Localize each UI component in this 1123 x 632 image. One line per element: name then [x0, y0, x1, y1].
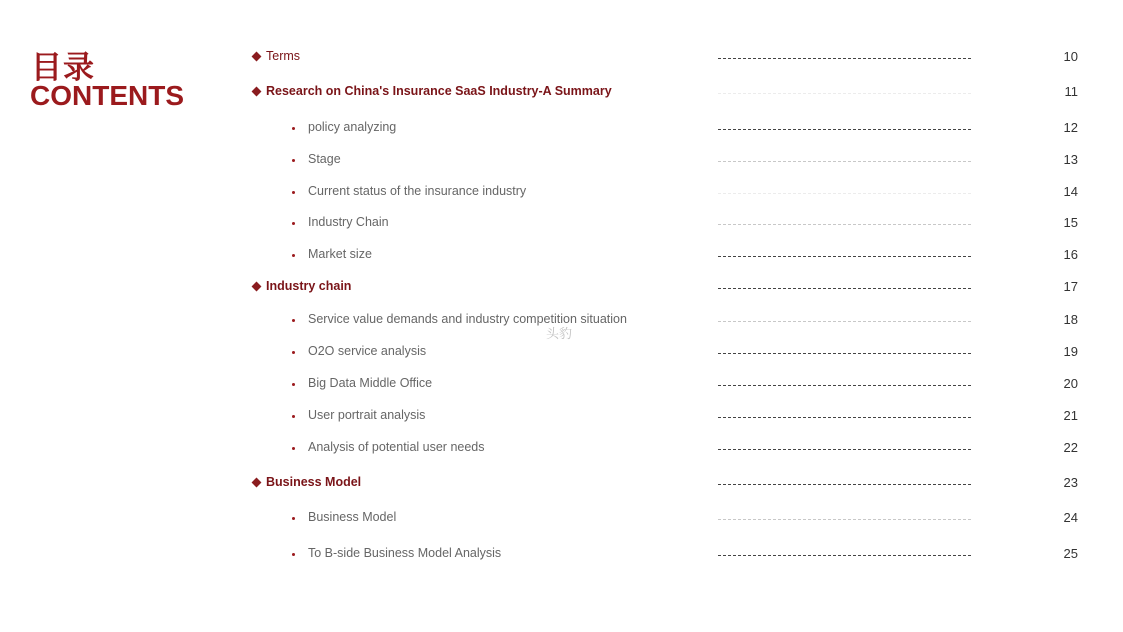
dotted-leader [718, 93, 971, 94]
bullet-dot-icon [292, 517, 295, 520]
diamond-bullet-icon [252, 87, 262, 97]
dotted-leader [718, 224, 971, 225]
toc-page-number: 11 [1064, 84, 1078, 99]
toc-entry-market-size[interactable] [0, 247, 1123, 267]
bullet-dot-icon [292, 222, 295, 225]
toc-entry-user-needs[interactable] [0, 440, 1123, 460]
toc-page-number: 13 [1063, 152, 1078, 167]
dotted-leader [718, 417, 971, 418]
dotted-leader [718, 484, 971, 485]
dotted-leader [718, 129, 971, 130]
toc-entry-label: Service value demands and industry competition situation [308, 312, 627, 326]
toc-entry-terms[interactable] [0, 49, 1123, 69]
contents-title: CONTENTS [30, 80, 184, 111]
bullet-dot-icon [292, 415, 295, 418]
contents-title-chinese: 目录 [31, 50, 95, 86]
toc-entry-label: Business Model [308, 510, 397, 524]
toc-page-number: 25 [1063, 546, 1078, 561]
dotted-leader [718, 385, 971, 386]
dotted-leader [718, 449, 971, 450]
toc-entry-insurance-status[interactable] [0, 184, 1123, 204]
toc-entry-research-summary[interactable] [0, 84, 1123, 104]
bullet-dot-icon [292, 319, 295, 322]
toc-entry-o2o[interactable] [0, 344, 1123, 364]
toc-entry-label: Market size [308, 247, 372, 261]
dotted-leader [718, 555, 971, 556]
toc-entry-label: O2O service analysis [308, 344, 427, 358]
toc-page-number: 19 [1063, 344, 1078, 359]
toc-page-number: 22 [1063, 440, 1078, 455]
toc-entry-label: Analysis of potential user needs [308, 440, 485, 454]
toc-page-number: 12 [1063, 120, 1078, 135]
toc-page-number: 15 [1063, 215, 1078, 230]
dotted-leader [718, 353, 971, 354]
toc-entry-industry-chain[interactable] [0, 279, 1123, 299]
toc-entry-label: Current status of the insurance industry [308, 184, 527, 198]
toc-entry-policy-analyzing[interactable] [0, 120, 1123, 140]
toc-entry-label: Business Model [266, 475, 362, 489]
diamond-bullet-icon [252, 478, 262, 488]
dotted-leader [718, 193, 971, 194]
toc-entry-label: Big Data Middle Office [308, 376, 433, 390]
toc-entry-label: Terms [266, 49, 301, 63]
toc-entry-label: Industry chain [266, 279, 352, 293]
toc-entry-stage[interactable] [0, 152, 1123, 172]
dotted-leader [718, 161, 971, 162]
toc-entry-industry-chain-sub[interactable] [0, 215, 1123, 235]
bullet-dot-icon [292, 159, 295, 162]
watermark: 头豹 [546, 327, 573, 342]
toc-page-number: 23 [1063, 475, 1078, 490]
bullet-dot-icon [292, 127, 295, 130]
toc-entry-business-model-sub[interactable] [0, 510, 1123, 530]
toc-page-number: 14 [1063, 184, 1078, 199]
toc-page-number: 18 [1063, 312, 1078, 327]
toc-entry-label: Industry Chain [308, 215, 389, 229]
toc-entry-business-model[interactable] [0, 475, 1123, 495]
bullet-dot-icon [292, 447, 295, 450]
bullet-dot-icon [292, 191, 295, 194]
toc-page-number: 24 [1063, 510, 1078, 525]
diamond-bullet-icon [252, 282, 262, 292]
bullet-dot-icon [292, 351, 295, 354]
toc-page-number: 17 [1063, 279, 1078, 294]
toc-page-number: 10 [1063, 49, 1078, 64]
bullet-dot-icon [292, 553, 295, 556]
toc-entry-label: Research on China's Insurance SaaS Industry-A Summary [266, 84, 612, 98]
toc-entry-label: User portrait analysis [308, 408, 426, 422]
toc-page-number: 16 [1063, 247, 1078, 262]
toc-entry-user-portrait[interactable] [0, 408, 1123, 428]
dotted-leader [718, 58, 971, 59]
dotted-leader [718, 288, 971, 289]
toc-entry-big-data[interactable] [0, 376, 1123, 396]
bullet-dot-icon [292, 254, 295, 257]
toc-entry-label: Stage [308, 152, 341, 166]
toc-page-number: 20 [1063, 376, 1078, 391]
toc-page-number: 21 [1063, 408, 1078, 423]
dotted-leader [718, 256, 971, 257]
dotted-leader [718, 321, 971, 322]
bullet-dot-icon [292, 383, 295, 386]
toc-entry-to-b-business-model[interactable] [0, 546, 1123, 566]
toc-entry-label: To B-side Business Model Analysis [308, 546, 502, 560]
toc-entry-label: policy analyzing [308, 120, 397, 134]
dotted-leader [718, 519, 971, 520]
diamond-bullet-icon [252, 52, 262, 62]
